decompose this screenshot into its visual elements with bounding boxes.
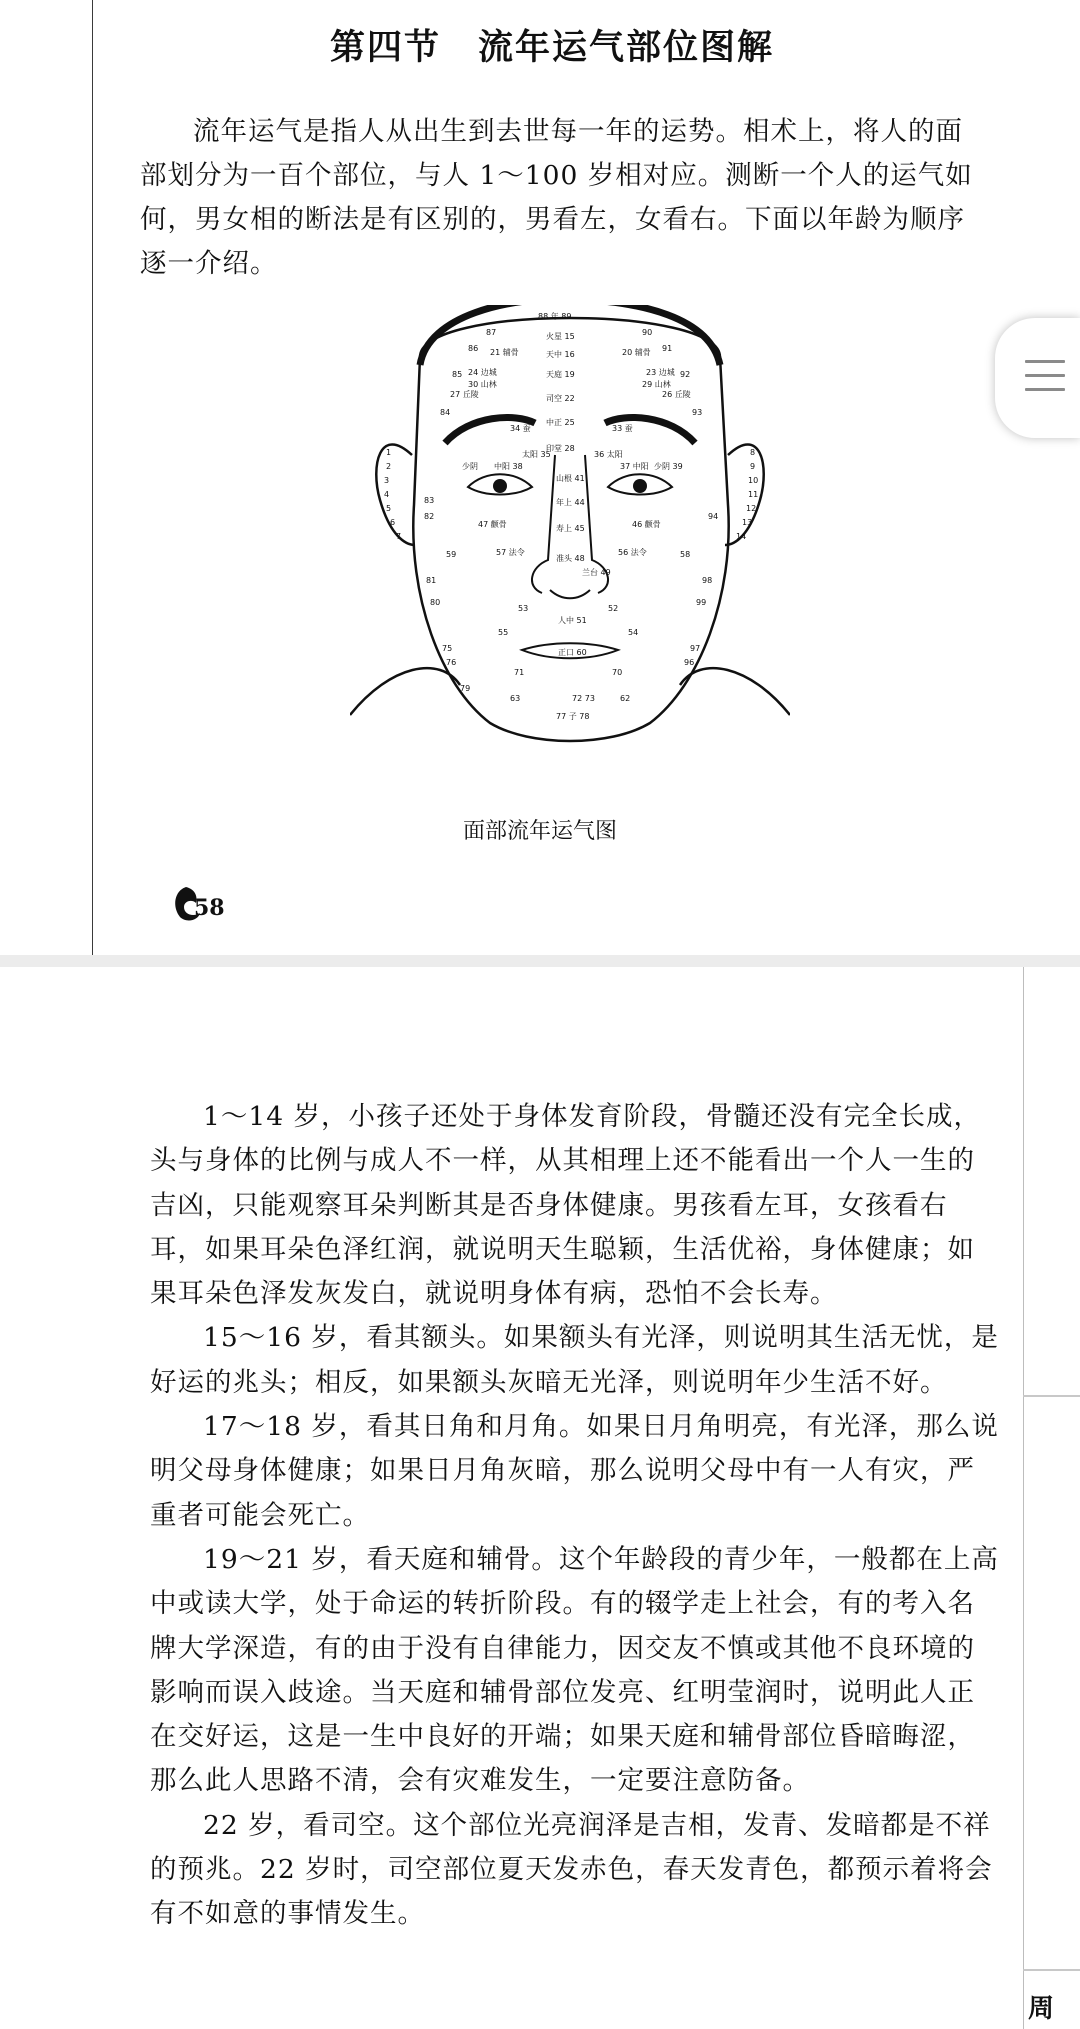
svg-text:46 颧骨: 46 颧骨: [632, 520, 661, 529]
svg-text:少阴 39: 少阴 39: [654, 462, 683, 471]
svg-text:63: 63: [510, 694, 521, 703]
svg-text:93: 93: [692, 408, 703, 417]
paragraph-age-22: 22 岁，看司空。这个部位光亮润泽是吉相，发青、发暗都是不祥的预兆。22 岁时，司空部位夏天发赤色，春天发青色，都预示着将会有不如意的事情发生。: [150, 1809, 993, 1930]
svg-text:79: 79: [460, 684, 471, 693]
svg-text:寿上 45: 寿上 45: [556, 524, 585, 533]
svg-text:山根 41: 山根 41: [556, 474, 585, 483]
svg-text:26 丘陵: 26 丘陵: [662, 390, 691, 399]
svg-text:太阳 35: 太阳 35: [522, 450, 551, 459]
svg-text:7: 7: [396, 532, 402, 541]
svg-text:86: 86: [468, 344, 479, 353]
svg-text:34 蚕: 34 蚕: [510, 424, 531, 433]
figure-caption: 面部流年运气图: [462, 819, 617, 844]
corner-text: 周: [1028, 1994, 1055, 2024]
svg-text:81: 81: [426, 576, 437, 585]
paragraph-age-19-21: 19～21 岁，看天庭和辅骨。这个年龄段的青少年，一般都在上高中或读大学，处于命运的转折阶段。有的辍学走上社会，有的考入名牌大学深造，有的由于没有自律能力，因交友不慎或其他不良环境的影响而误入歧途。当天庭和辅骨部位发亮、红明莹润时，说明此人正在交好运，这是一生中良好的开端；如果天庭和辅骨部位昏暗晦涩，那么此人思路不清，会有灾难发生，一定要注意防备。: [150, 1543, 999, 1797]
svg-text:印堂 28: 印堂 28: [546, 444, 575, 453]
svg-text:59: 59: [446, 550, 457, 559]
svg-text:47 颧骨: 47 颧骨: [478, 520, 507, 529]
svg-text:天庭 19: 天庭 19: [546, 370, 575, 379]
svg-text:71: 71: [514, 668, 525, 677]
svg-text:83: 83: [424, 496, 435, 505]
svg-text:中阳 38: 中阳 38: [494, 462, 523, 471]
svg-text:兰台 49: 兰台 49: [582, 568, 611, 577]
intro-paragraph: 流年运气是指人从出生到去世每一年的运势。相术上，将人的面部划分为一百个部位，与人 1～100 岁相对应。测断一个人的运气如何，男女相的断法是有区别的，男看左，女看右。下面以年龄为顺序逐一介绍。: [140, 116, 973, 279]
svg-text:11: 11: [748, 490, 759, 499]
svg-text:77 子 78: 77 子 78: [556, 712, 590, 721]
svg-text:80: 80: [430, 598, 441, 607]
svg-text:97: 97: [690, 644, 701, 653]
svg-text:90: 90: [642, 328, 653, 337]
page-edge-line: [1023, 967, 1024, 2029]
paragraph-age-17-18: 17～18 岁，看其日角和月角。如果日月角明亮，有光泽，那么说明父母身体健康；如果日月角灰暗，那么说明父母中有一人有灾，严重者可能会死亡。: [150, 1411, 999, 1531]
left-pupil: [493, 479, 507, 493]
svg-text:13: 13: [742, 518, 753, 527]
section-title: 第四节 流年运气部位图解: [330, 28, 775, 68]
svg-text:54: 54: [628, 628, 639, 637]
svg-text:火星 15: 火星 15: [546, 332, 575, 341]
svg-text:96: 96: [684, 658, 695, 667]
svg-text:24 边城: 24 边城: [468, 368, 497, 377]
body-text: [150, 1095, 1002, 1937]
svg-text:62: 62: [620, 694, 631, 703]
svg-text:21 辅骨: 21 辅骨: [490, 348, 519, 357]
right-pupil: [633, 479, 647, 493]
svg-text:76: 76: [446, 658, 457, 667]
svg-text:72 73: 72 73: [572, 694, 595, 703]
svg-text:99: 99: [696, 598, 707, 607]
page-number-badge: [170, 885, 225, 927]
svg-text:75: 75: [442, 644, 453, 653]
svg-text:94: 94: [708, 512, 719, 521]
svg-text:82: 82: [424, 512, 435, 521]
svg-text:37 中阳: 37 中阳: [620, 462, 649, 471]
svg-text:准头 48: 准头 48: [556, 554, 585, 563]
edge-tick: [1023, 1395, 1080, 1397]
svg-text:10: 10: [748, 476, 759, 485]
svg-text:12: 12: [746, 504, 757, 513]
svg-text:3: 3: [384, 476, 390, 485]
svg-text:98: 98: [702, 576, 713, 585]
svg-text:56 法令: 56 法令: [618, 548, 647, 557]
svg-text:55: 55: [498, 628, 509, 637]
svg-text:53: 53: [518, 604, 529, 613]
page-edge-line: [92, 0, 93, 955]
svg-text:20 辅骨: 20 辅骨: [622, 348, 651, 357]
svg-text:92: 92: [680, 370, 691, 379]
svg-text:6: 6: [390, 518, 396, 527]
left-ear: [376, 444, 415, 545]
svg-text:85: 85: [452, 370, 463, 379]
svg-text:58: 58: [680, 550, 691, 559]
svg-text:少阴: 少阴: [462, 462, 478, 471]
svg-text:司空 22: 司空 22: [546, 394, 575, 403]
svg-text:8: 8: [750, 448, 756, 457]
svg-text:29 山林: 29 山林: [642, 380, 671, 389]
face-diagram: [350, 305, 790, 805]
svg-text:9: 9: [750, 462, 756, 471]
page-gap: [0, 955, 1080, 967]
svg-text:87: 87: [486, 328, 497, 337]
svg-text:23 边城: 23 边城: [646, 368, 675, 377]
hamburger-menu-icon[interactable]: [1025, 360, 1065, 394]
paragraph-age-1-14: 1～14 岁，小孩子还处于身体发育阶段，骨髓还没有完全长成，头与身体的比例与成人不一样，从其相理上还不能看出一个人一生的吉凶，只能观察耳朵判断其是否身体健康。男孩看左耳，女孩看右耳，如果耳朵色泽红润，就说明天生聪颖，生活优裕，身体健康；如果耳朵色泽发灰发白，就说明身体有病，恐怕不会长寿。: [150, 1101, 982, 1310]
svg-text:30 山林: 30 山林: [468, 380, 497, 389]
svg-text:中正 25: 中正 25: [546, 418, 575, 427]
side-menu-tab[interactable]: [995, 318, 1080, 438]
page-58: [0, 0, 1080, 956]
svg-text:57 法令: 57 法令: [496, 548, 525, 557]
svg-text:4: 4: [384, 490, 390, 499]
page-number: 58: [194, 895, 225, 921]
shoulders: [350, 668, 790, 715]
svg-text:88 年 89: 88 年 89: [538, 312, 572, 321]
svg-text:70: 70: [612, 668, 623, 677]
svg-text:天中 16: 天中 16: [546, 350, 575, 359]
svg-text:2: 2: [386, 462, 392, 471]
edge-tick: [1023, 1969, 1080, 1971]
svg-text:91: 91: [662, 344, 673, 353]
svg-text:52: 52: [608, 604, 619, 613]
svg-text:14: 14: [736, 532, 747, 541]
svg-text:33 蚕: 33 蚕: [612, 424, 633, 433]
svg-text:正口 60: 正口 60: [558, 648, 587, 657]
svg-text:1: 1: [386, 448, 392, 457]
svg-text:36 太阳: 36 太阳: [594, 450, 623, 459]
intro-text: [140, 110, 990, 286]
svg-text:27 丘陵: 27 丘陵: [450, 390, 479, 399]
svg-text:年上 44: 年上 44: [556, 498, 585, 507]
svg-text:84: 84: [440, 408, 451, 417]
paragraph-age-15-16: 15～16 岁，看其额头。如果额头有光泽，则说明其生活无忧，是好运的兆头；相反，如果额头灰暗无光泽，则说明年少生活不好。: [150, 1322, 999, 1398]
svg-text:人中 51: 人中 51: [558, 616, 587, 625]
svg-text:5: 5: [386, 504, 392, 513]
